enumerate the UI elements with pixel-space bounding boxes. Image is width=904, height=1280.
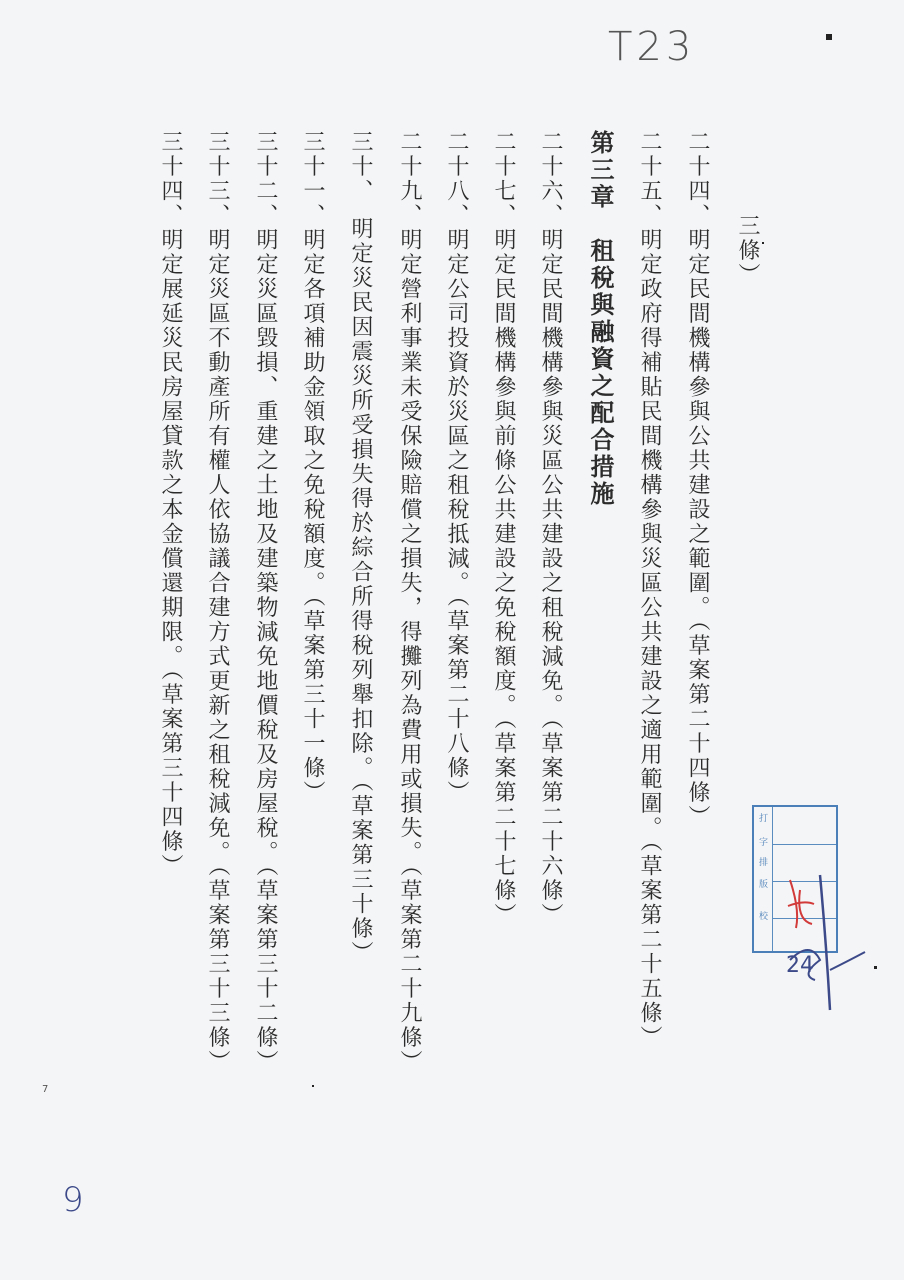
item-33: 三十三、明定災區不動產所有權人依協議合建方式更新之租稅減免。（草案第三十三條） (205, 130, 230, 1075)
item-31: 三十一、明定各項補助金領取之免稅額度。（草案第三十一條） (300, 130, 325, 805)
item-24: 二十四、明定民間機構參與公共建設之範圍。（草案第二十四條） (685, 130, 710, 830)
stamp-label-4: 版 (757, 879, 767, 888)
stamp-label-3: 排 (757, 857, 767, 866)
stamp-label-1: 打 (757, 813, 767, 822)
item-34: 三十四、明定展延災民房屋貸款之本金償還期限。（草案第三十四條） (158, 130, 183, 879)
item-30: 三十、 明定災民因震災所受損失得於綜合所得稅列舉扣除。（草案第三十條） (348, 130, 373, 966)
scan-speck (874, 966, 877, 969)
signature-number: 24 (786, 953, 814, 978)
item-29: 二十九、明定營利事業未受保險賠償之損失，得攤列為費用或損失。（草案第二十九條） (397, 130, 422, 1075)
item-28: 二十八、明定公司投資於災區之租稅抵減。（草案第二十八條） (444, 130, 469, 805)
stamp-label-5: 校 (757, 911, 767, 920)
handwritten-top-note: T23 (608, 24, 696, 70)
chapter-heading: 第三章 租稅與融資之配合措施 (586, 130, 615, 508)
item-27: 二十七、明定民間機構參與前條公共建設之免稅額度。（草案第二十七條） (491, 130, 516, 928)
handwritten-signature (760, 870, 880, 1020)
scan-speck (312, 1085, 314, 1087)
item-25: 二十五、明定政府得補貼民間機構參與災區公共建設之適用範圍。（草案第二十五條） (637, 130, 662, 1050)
stamp-label-2: 字 (757, 837, 767, 846)
item-32: 三十二、明定災區毀損、重建之土地及建築物減免地價稅及房屋稅。（草案第三十二條） (253, 130, 278, 1075)
item-26: 二十六、明定民間機構參與災區公共建設之租稅減免。（草案第二十六條） (538, 130, 563, 928)
scan-speck (826, 34, 832, 40)
handwritten-page-number: 9 (62, 1180, 84, 1220)
scan-speck (762, 242, 764, 244)
continued-text: 三條） (735, 214, 760, 288)
margin-number: 7 (42, 1084, 49, 1095)
